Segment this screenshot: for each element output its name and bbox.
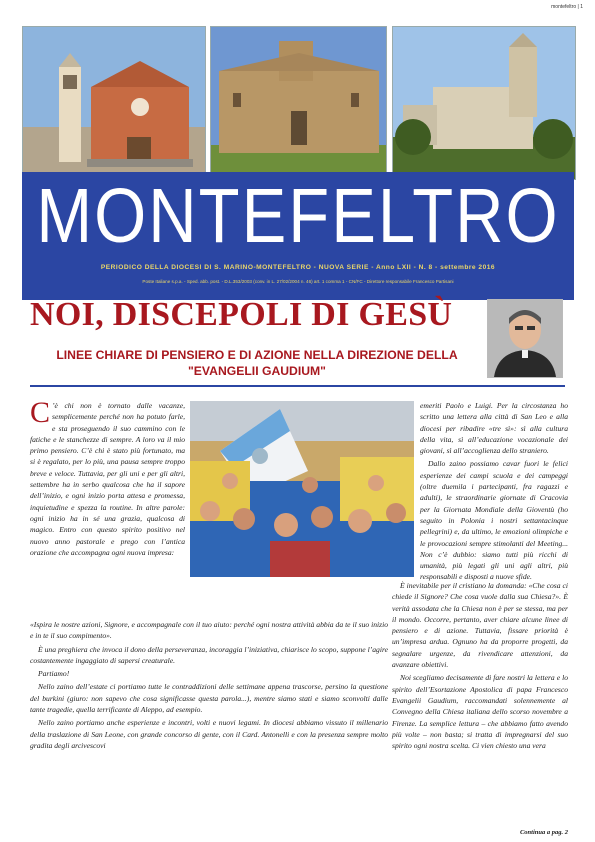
abbey-photo-center bbox=[210, 26, 387, 180]
masthead-subtitle: PERIODICO DELLA DIOCESI DI S. MARINO-MONTEFELTRO - NUOVA SERIE - Anno LXII - N. 8 - settembre 2016 bbox=[100, 264, 496, 271]
article-intro: ’è chi non è tornato dalle vacanze, semplicemente perché non ha potuto farle, e sta proseguendo il suo cammino con le fatiche e le stanchezze di sempre. A loro va il mio primo pensiero. C’è chi è stato più fortunato, ma si è regalato, per lo più, una pausa sempre troppo breve e veloce. Tuttavia, per gli uni e per gli altri, settembre ha in serbo qualcosa che ha il sapore dell’inizio, e ogni inizio porta attesa e promessa, inquietudine e spezza la routine. In altre parole: ogni inizio ha in sé una grazia, qualcosa di magico. Entro con questo spirito positivo nel nuovo anno pastorale e prego con l’antica orazione che accompagna ogni nuova impresa: bbox=[30, 401, 185, 557]
headline: NOI, DISCEPOLI DI GESÙ bbox=[30, 296, 453, 333]
paragraph-zaino-incontri: Nello zaino portiamo anche esperienze e incontri, volti e nuovi legami. In diocesi abbiamo vissuto il millenario della traslazione di San Leone, con grande concorso di gente, con il Card. Antonelli e con la presenza sempre molto gradita degli arcivescovi bbox=[30, 718, 388, 750]
masthead-postal-info: Poste Italiane s.p.a. - Sped. abb. post. - D.L.353/2003 (conv. in L. 27/02/2004 n. 46) art. 1 comma 1 - CN/FC - Direttore responsabile Francesco Partisani bbox=[142, 279, 454, 284]
youth-crowd-photo bbox=[190, 401, 414, 577]
col3-paragraph-1: emeriti Paolo e Luigi. Per la circostanza ho scritto una lettera alla città di San Leo e alla diocesi per ribadire «tre sì»: sì alla cultura della vita, sì all’educazione vocazionale dei giovani, sì all’accoglienza dello straniero. bbox=[420, 401, 568, 456]
article-lower-right bbox=[392, 580, 568, 753]
masthead bbox=[22, 172, 574, 300]
paragraph-domanda: È inevitabile per il cristiano la domanda: «Che cosa ci chiede il Signore? Che cosa vuole dalla sua Chiesa?». È verità assodata che la Chiesa non è per se stessa, ma per il mondo. Occorre, pertanto, aver chiare alcune linee di pensiero e di azione. Tuttavia, fissare priorità è un’impresa ardua. Ognuno ha da proporre progetti, da segnalare urgenze, da rivendicare attenzioni, da avanzare obiettivi. bbox=[392, 581, 568, 670]
paragraph-zaino-estate: Nello zaino dell’estate ci portiamo tutte le contraddizioni delle settimane appena trascorse, persino la questione del burkini (giuro: non sapevo che cosa significasse questa parola...), mentre siamo stati e siamo sconvolti dalle tante tragedie, quella terrificante di Aleppo, ad esempio. bbox=[30, 682, 388, 715]
continue-note[interactable]: Continua a pag. 2 bbox=[519, 829, 568, 836]
paragraph-partiamo: Partiamo! bbox=[38, 669, 70, 679]
church-photo-left bbox=[22, 26, 206, 180]
bishop-portrait bbox=[487, 299, 563, 378]
town-photo-right bbox=[392, 26, 576, 180]
article-column-3 bbox=[420, 400, 568, 585]
paragraph-evangelii: Noi scegliamo decisamente di fare nostri la lettera e lo spirito dell’Esortazione Apostolica di papa Francesco Evangelii Gaudium, raccomandati solennemente al Convegno della Chiesa italiana dello scorso novembre a Firenze. La semplice lettura – che abbiamo fatto avendo più volte – non basta; si tratta di impregnarsi del suo spirito ogni nostra scelta. Ci vien chiesto una vera bbox=[392, 673, 568, 751]
article-column-1 bbox=[30, 396, 185, 558]
drop-cap: C bbox=[30, 396, 51, 429]
masthead-title: MONTEFELTRO bbox=[36, 173, 560, 260]
divider bbox=[30, 385, 565, 387]
paragraph-perseveranza: È una preghiera che invoca il dono della perseveranza, incoraggia l’iniziativa, chiarisce lo scopo, suppone l’agire costantemente ingaggiato di sapersi creaturale. bbox=[30, 644, 388, 665]
col3-paragraph-2: Dallo zaino possiamo cavar fuori le felici esperienze dei campi scuola e dei campeggi (oltre duemila i partecipanti, fra ragazzi e adulti), le straordinarie giornate di Cracovia per la Giornata Mondiale della Gioventù (ho seguito in Polonia i nostri settantacinque pellegrini) e, da ultimo, le emozioni olimpiche e le provocazioni sempre stimolanti del Meeting... Non c’è dubbio: siamo tutti più ricchi di umanità, più legati gli uni agli altri, più responsabili e disposti a nuove sfide. bbox=[420, 459, 568, 582]
subheadline: LINEE CHIARE DI PENSIERO E DI AZIONE NELLA DIREZIONE DELLA "EVANGELII GAUDIUM" bbox=[56, 348, 458, 378]
prayer-quote: «Ispira le nostre azioni, Signore, e accompagnale con il tuo aiuto: perché ogni nostra attività abbia da te il suo inizio e in te il suo compimento». bbox=[30, 620, 388, 641]
article-lower-left bbox=[30, 619, 388, 753]
page-number: montefeltro | 1 bbox=[551, 4, 583, 10]
